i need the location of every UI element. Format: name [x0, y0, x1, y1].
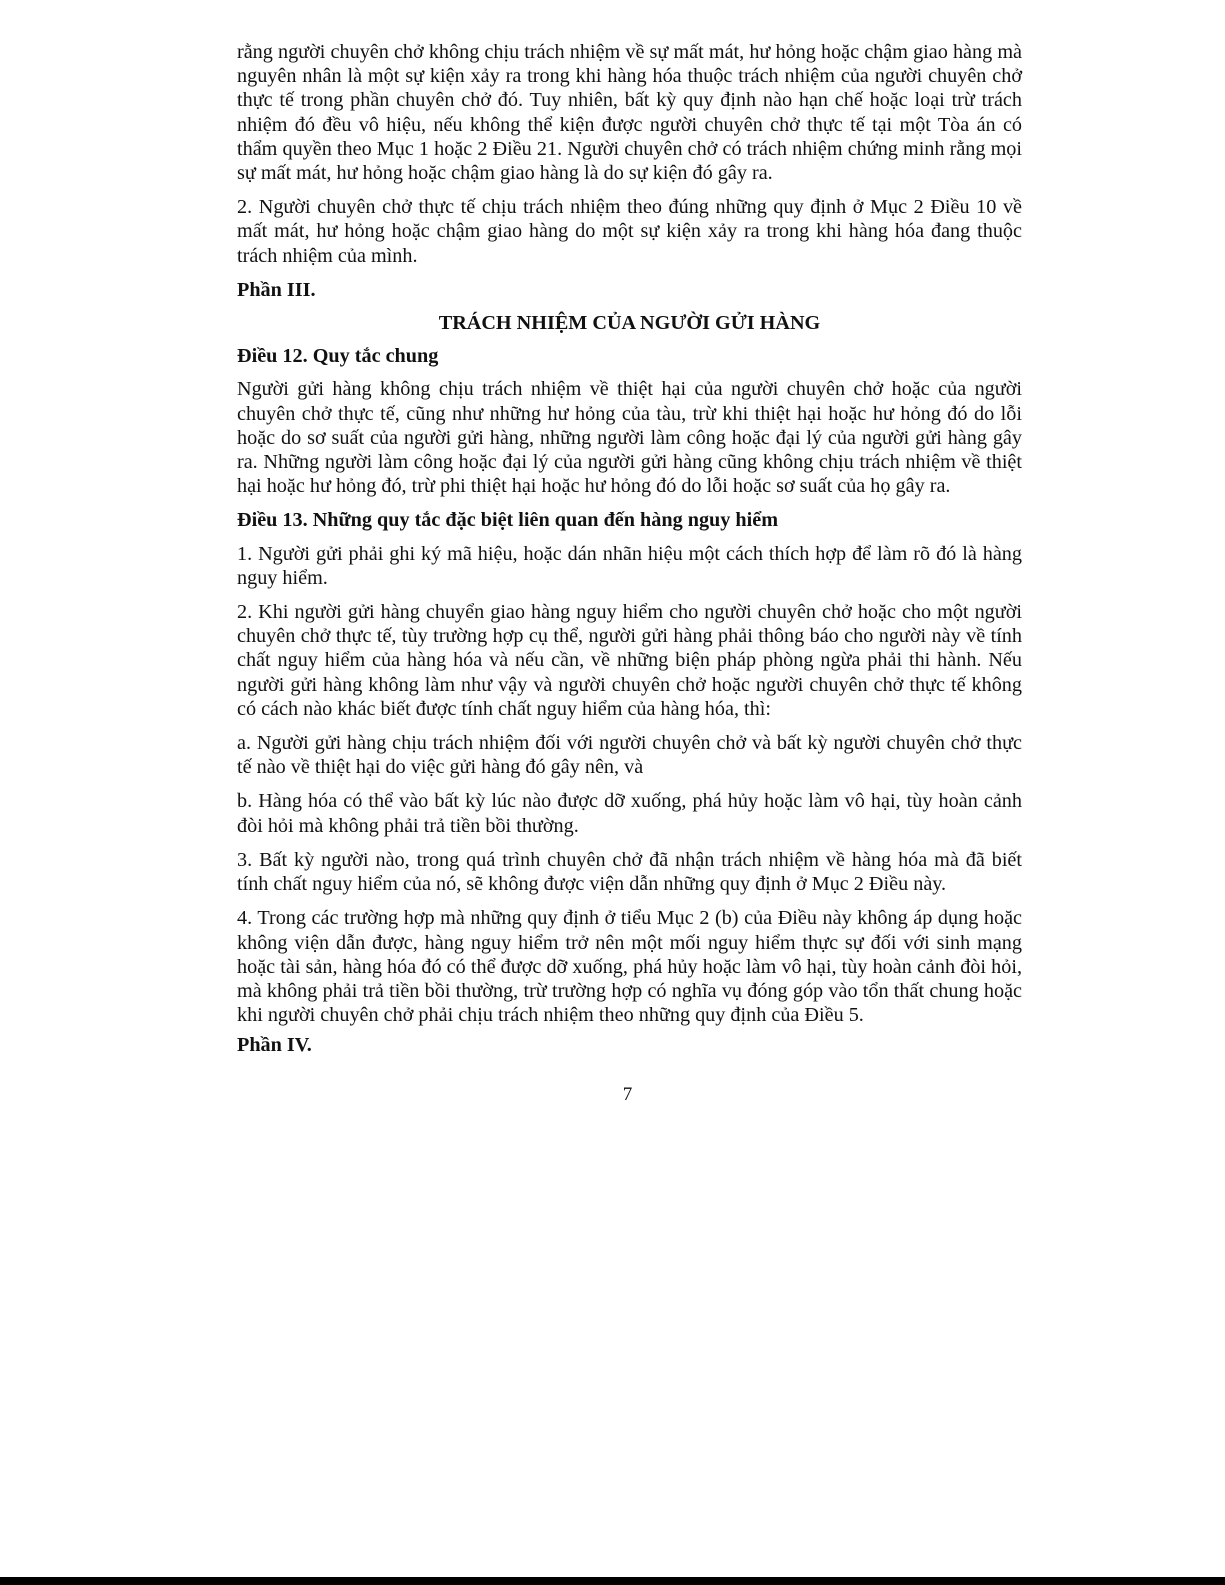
- article-13-item: 2. Khi người gửi hàng chuyển giao hàng nguy hiểm cho người chuyên chở hoặc cho một người chuyên chở thực tế, tùy trường hợp cụ thể, người gửi hàng phải thông báo cho người này về tính chất nguy hiểm của hàng hóa và nếu cần, về những biện pháp phòng ngừa phải thi hành. Nếu người gửi hàng không làm như vậy và người chuyên chở hoặc người chuyên chở thực tế không có cách nào khác biết được tính chất nguy hiểm của hàng hóa, thì:: [237, 601, 1022, 720]
- part-3-label: Phần III.: [237, 278, 316, 301]
- article-12-text: Người gửi hàng không chịu trách nhiệm về thiệt hại của người chuyên chở hoặc của người chuyên chở thực tế, cũng như những hư hỏng của tàu, trừ khi thiệt hại hoặc hư hỏng đó do lỗi hoặc do sơ suất của người gửi hàng, những người làm công hoặc đại lý của người gửi hàng gây ra. Những người làm công hoặc đại lý của người gửi hàng cũng không chịu trách nhiệm về thiệt hại hoặc hư hỏng đó, trừ phi thiệt hại hoặc hư hỏng đó do lỗi hoặc sơ suất của họ gây ra.: [237, 378, 1022, 498]
- part-4-label: Phần IV.: [237, 1034, 312, 1057]
- article-13-item: 1. Người gửi phải ghi ký mã hiệu, hoặc dán nhãn hiệu một cách thích hợp để làm rõ đó là hàng nguy hiểm.: [237, 542, 1022, 589]
- article-13-item: a. Người gửi hàng chịu trách nhiệm đối với người chuyên chở và bất kỳ người chuyên chở thực tế nào về thiệt hại do việc gửi hàng đó gây nên, và: [237, 732, 1022, 779]
- paragraph-actual-carrier-liability: 2. Người chuyên chở thực tế chịu trách nhiệm theo đúng những quy định ở Mục 2 Điều 10 về mất mát, hư hỏng hoặc chậm giao hàng do một sự kiện xảy ra trong khi hàng hóa đang thuộc trách nhiệm của mình.: [237, 196, 1022, 267]
- article-13-item: 4. Trong các trường hợp mà những quy định ở tiểu Mục 2 (b) của Điều này không áp dụng hoặc không viện dẫn được, hàng nguy hiểm trở nên một mối nguy hiểm thực sự đối với sinh mạng hoặc tài sản, hàng hóa đó có thể được dỡ xuống, phá hủy hoặc làm vô hại, tùy hoàn cảnh đòi hỏi, mà không phải trả tiền bồi thường, trừ trường hợp có nghĩa vụ đóng góp vào tổn thất chung hoặc khi người chuyên chở phải chịu trách nhiệm theo những quy định của Điều 5.: [237, 907, 1022, 1027]
- article-13-heading: Điều 13. Những quy tắc đặc biệt liên quan đến hàng nguy hiểm: [237, 509, 779, 532]
- paragraph-liability-continuation: rằng người chuyên chở không chịu trách nhiệm về sự mất mát, hư hỏng hoặc chậm giao hàng mà nguyên nhân là một sự kiện xảy ra trong khi hàng hóa thuộc trách nhiệm của người chuyên chở thực tế trong phần chuyên chở đó. Tuy nhiên, bất kỳ quy định nào hạn chế hoặc loại trừ trách nhiệm đó đều vô hiệu, nếu không thể kiện được người chuyên chở thực tế tại một Tòa án có thẩm quyền theo Mục 1 hoặc 2 Điều 21. Người chuyên chở có trách nhiệm chứng minh rằng mọi sự mất mát, hư hỏng hoặc chậm giao hàng là do sự kiện đó gây ra.: [237, 41, 1022, 185]
- page-content: [237, 40, 1022, 1067]
- article-13-item: b. Hàng hóa có thể vào bất kỳ lúc nào được dỡ xuống, phá hủy hoặc làm vô hại, tùy hoàn cảnh đòi hỏi mà không phải trả tiền bồi thường.: [237, 790, 1022, 837]
- part-3-title: TRÁCH NHIỆM CỦA NGƯỜI GỬI HÀNG: [438, 312, 821, 335]
- article-13-item: 3. Bất kỳ người nào, trong quá trình chuyên chở đã nhận trách nhiệm về hàng hóa mà đã biết tính chất nguy hiểm của nó, sẽ không được viện dẫn những quy định ở Mục 2 Điều này.: [237, 848, 1022, 896]
- page-number: 7: [622, 1084, 633, 1105]
- bottom-divider: [0, 1577, 1225, 1585]
- article-12-heading: Điều 12. Quy tắc chung: [237, 345, 439, 368]
